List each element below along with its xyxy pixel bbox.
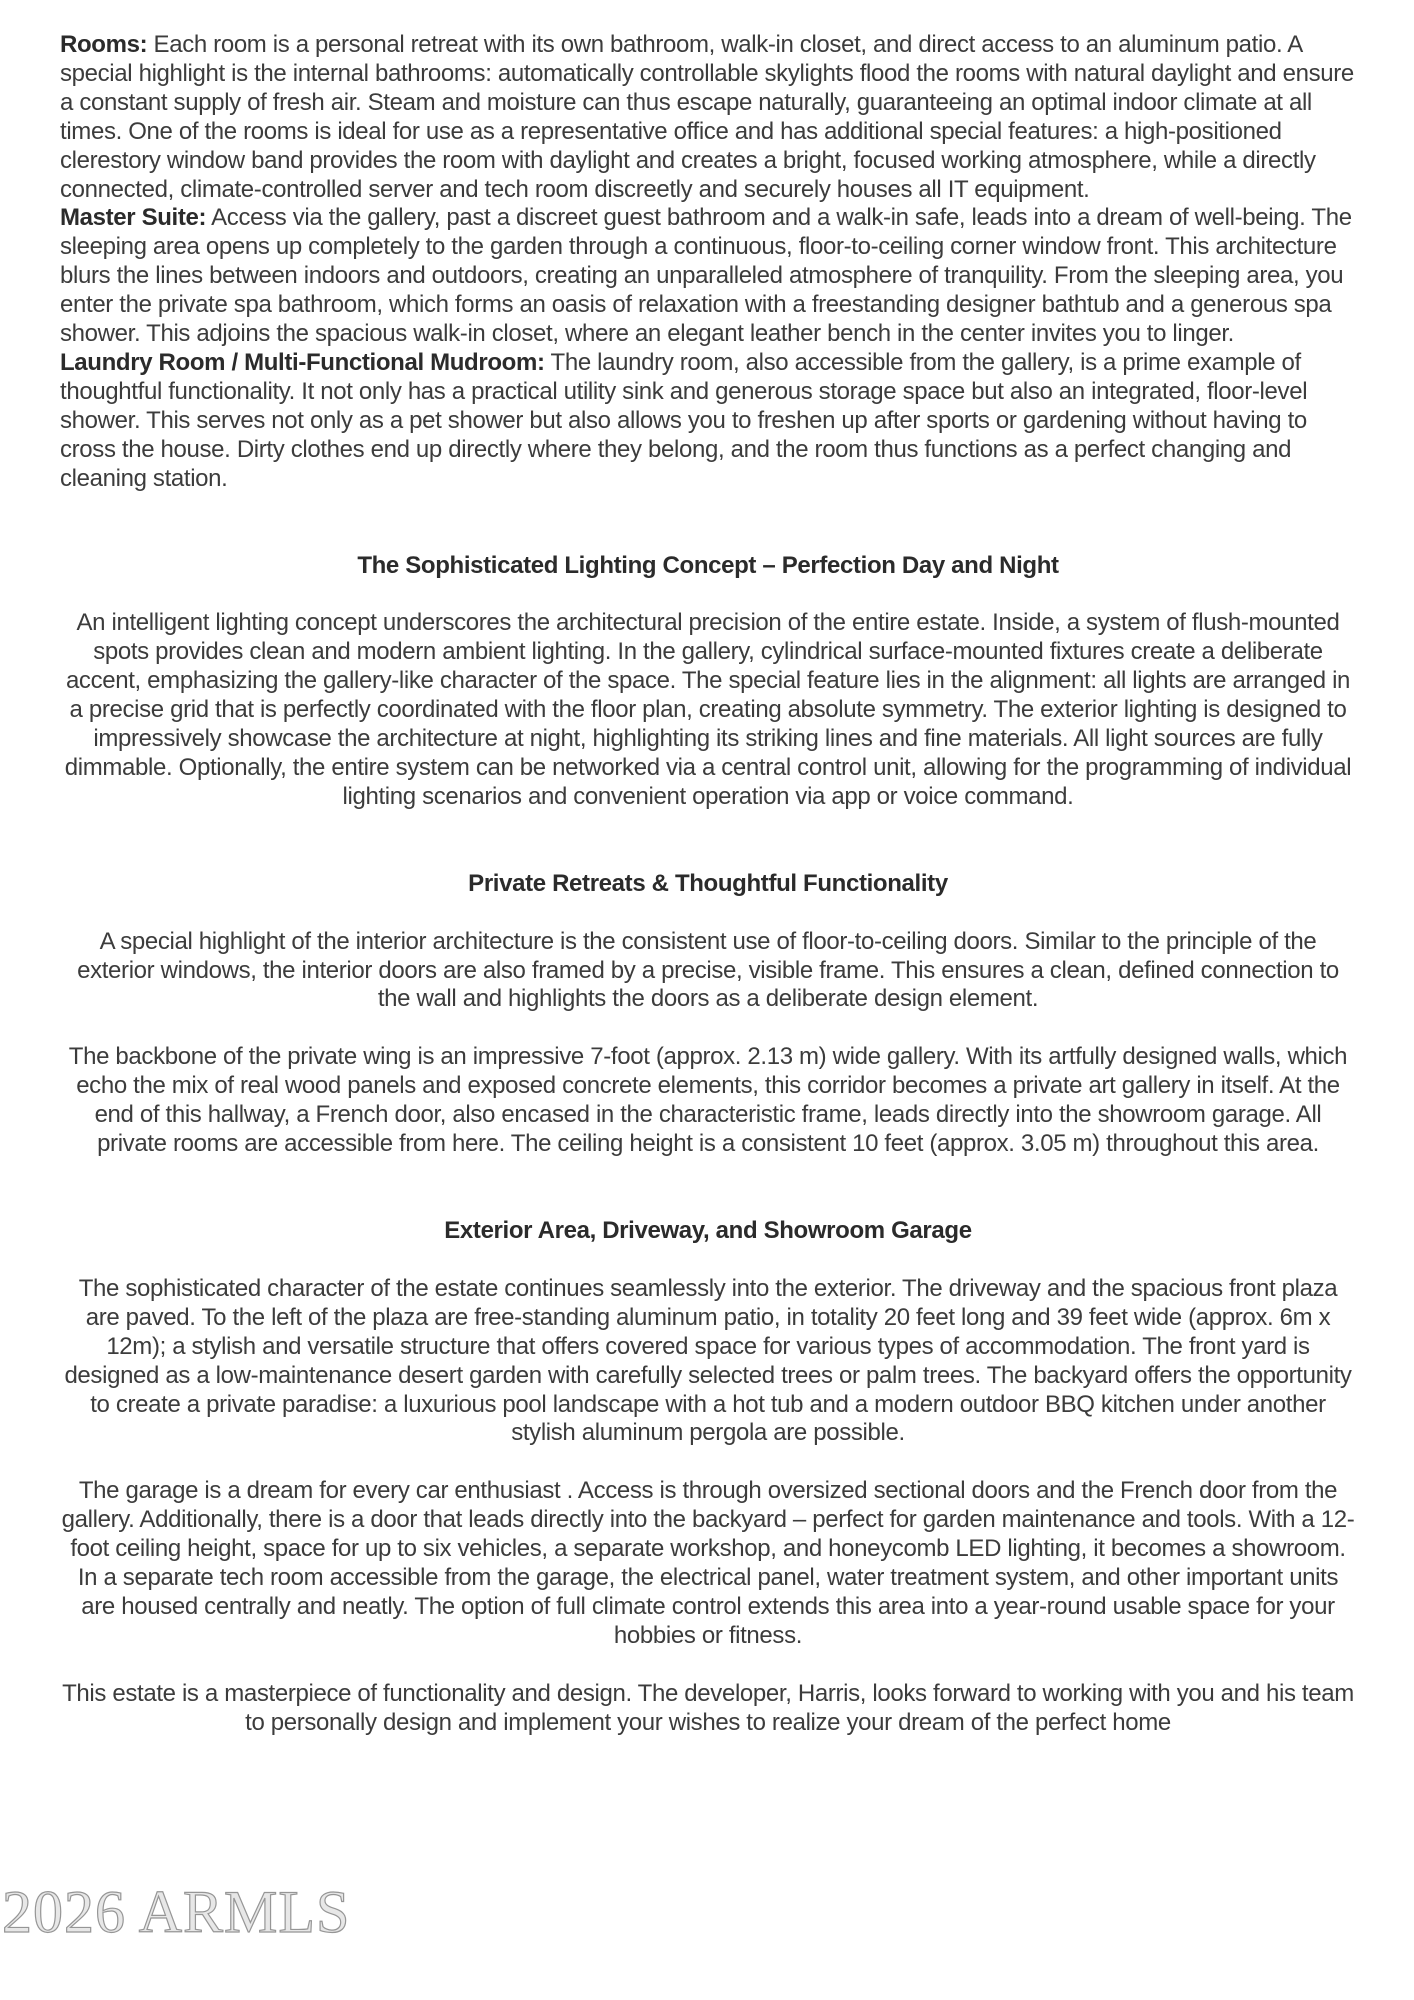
- paragraph-gallery-backbone: The backbone of the private wing is an impressive 7-foot (approx. 2.13 m) wide gallery. With its artfully designed walls, which echo the mix of real wood panels and exposed concrete elements, this corridor becomes a private art gallery in itself. At the end of this hallway, a French door, also encased in the characteristic frame, leads directly into the showroom garage. All private rooms are accessible from here. The ceiling height is a consistent 10 feet (approx. 3.05 m) throughout this area.: [68, 1043, 1348, 1158]
- paragraph-lighting-concept: An intelligent lighting concept underscores the architectural precision of the entire estate. Inside, a system of flush-mounted spots provides clean and modern ambient lighting. In the gallery, cylindrical surface-mounted fixtures create a deliberate accent, emphasizing the gallery-like character of the space. The special feature lies in the alignment: all lights are arranged in a precise grid that is perfectly coordinated with the floor plan, creating absolute symmetry. The exterior lighting is designed to impressively showcase the architecture at night, highlighting its striking lines and fine materials. All light sources are fully dimmable. Optionally, the entire system can be networked via a central control unit, allowing for the programming of individual lighting scenarios and convenient operation via app or voice command.: [64, 609, 1352, 810]
- paragraph-master-suite: [60, 204, 1356, 349]
- paragraph-showroom-garage: The garage is a dream for every car enthusiast . Access is through oversized sectional doors and the French door from the gallery. Additionally, there is a door that leads directly into the backyard – perfect for garden maintenance and tools. With a 12-foot ceiling height, space for up to six vehicles, a separate workshop, and honeycomb LED lighting, it becomes a showroom. In a separate tech room accessible from the garage, the electrical panel, water treatment system, and other important units are housed centrally and neatly. The option of full climate control extends this area into a year-round usable space for your hobbies or fitness.: [61, 1477, 1355, 1649]
- heading-private-retreats: Private Retreats & Thoughtful Functionality: [468, 869, 948, 897]
- paragraph-interior-doors: A special highlight of the interior architecture is the consistent use of floor-to-ceiling doors. Similar to the principle of the exterior windows, the interior doors are also framed by a precise, visible frame. This ensures a clean, defined connection to the wall and highlights the doors as a deliberate design element.: [77, 927, 1339, 1013]
- rooms-label: Rooms:: [60, 31, 148, 58]
- master-suite-label: Master Suite:: [60, 204, 207, 232]
- laundry-room-text: The laundry room, also accessible from the gallery, is a prime example of thoughtful functionality. It not only has a practical utility sink and generous storage space but also an integrated, floor-level shower. This serves not only as a pet shower but also allows you to freshen up after sports or gardening without having to cross the house. Dirty clothes end up directly where they belong, and the room thus functions as a perfect changing and cleaning station.: [60, 348, 1308, 492]
- master-suite-text: Access via the gallery, past a discreet guest bathroom and a walk-in safe, leads into a dream of well-being. The sleeping area opens up completely to the garden through a continuous, floor-to-ceiling corner window front. This architecture blurs the lines between indoors and outdoors, creating an unparalleled atmosphere of tranquility. From the sleeping area, you enter the private spa bathroom, which forms an oasis of relaxation with a freestanding designer bathtub and a generous spa shower. This adjoins the spacious walk-in closet, where an elegant leather bench in the center invites you to linger.: [60, 204, 1352, 348]
- paragraph-closing: This estate is a masterpiece of functionality and design. The developer, Harris, looks forward to working with you and his team to personally design and implement your wishes to realize your dream of the perfect home: [62, 1679, 1354, 1736]
- intro-block: [60, 31, 1356, 494]
- paragraph-rooms: [60, 31, 1356, 204]
- paragraph-laundry-room: [60, 349, 1356, 494]
- rooms-text: Each room is a personal retreat with its own bathroom, walk-in closet, and direct access to an aluminum patio. A special highlight is the internal bathrooms: automatically controllable skylights flood the rooms with natural daylight and ensure a constant supply of fresh air. Steam and moisture can thus escape naturally, guaranteeing an optimal indoor climate at all times. One of the rooms is ideal for use as a representative office and has additional special features: a high-positioned clerestory window band provides the room with daylight and creates a bright, focused working atmosphere, while a directly connected, climate-controlled server and tech room discreetly and securely houses all IT equipment.: [60, 31, 1354, 203]
- heading-exterior-area: Exterior Area, Driveway, and Showroom Garage: [444, 1217, 972, 1244]
- armls-watermark: 2026 ARMLS: [2, 1879, 351, 1945]
- laundry-room-label: Laundry Room / Multi-Functional Mudroom:: [60, 348, 545, 376]
- heading-lighting-concept: The Sophisticated Lighting Concept – Perfection Day and Night: [357, 551, 1059, 579]
- paragraph-exterior-driveway: The sophisticated character of the estate continues seamlessly into the exterior. The driveway and the spacious front plaza are paved. To the left of the plaza are free-standing aluminum patio, in totality 20 feet long and 39 feet wide (approx. 6m x 12m); a stylish and versatile structure that offers covered space for various types of accommodation. The front yard is designed as a low-maintenance desert garden with carefully selected trees or palm trees. The backyard offers the opportunity to create a private paradise: a luxurious pool landscape with a hot tub and a modern outdoor BBQ kitchen under another stylish aluminum pergola are possible.: [64, 1274, 1352, 1447]
